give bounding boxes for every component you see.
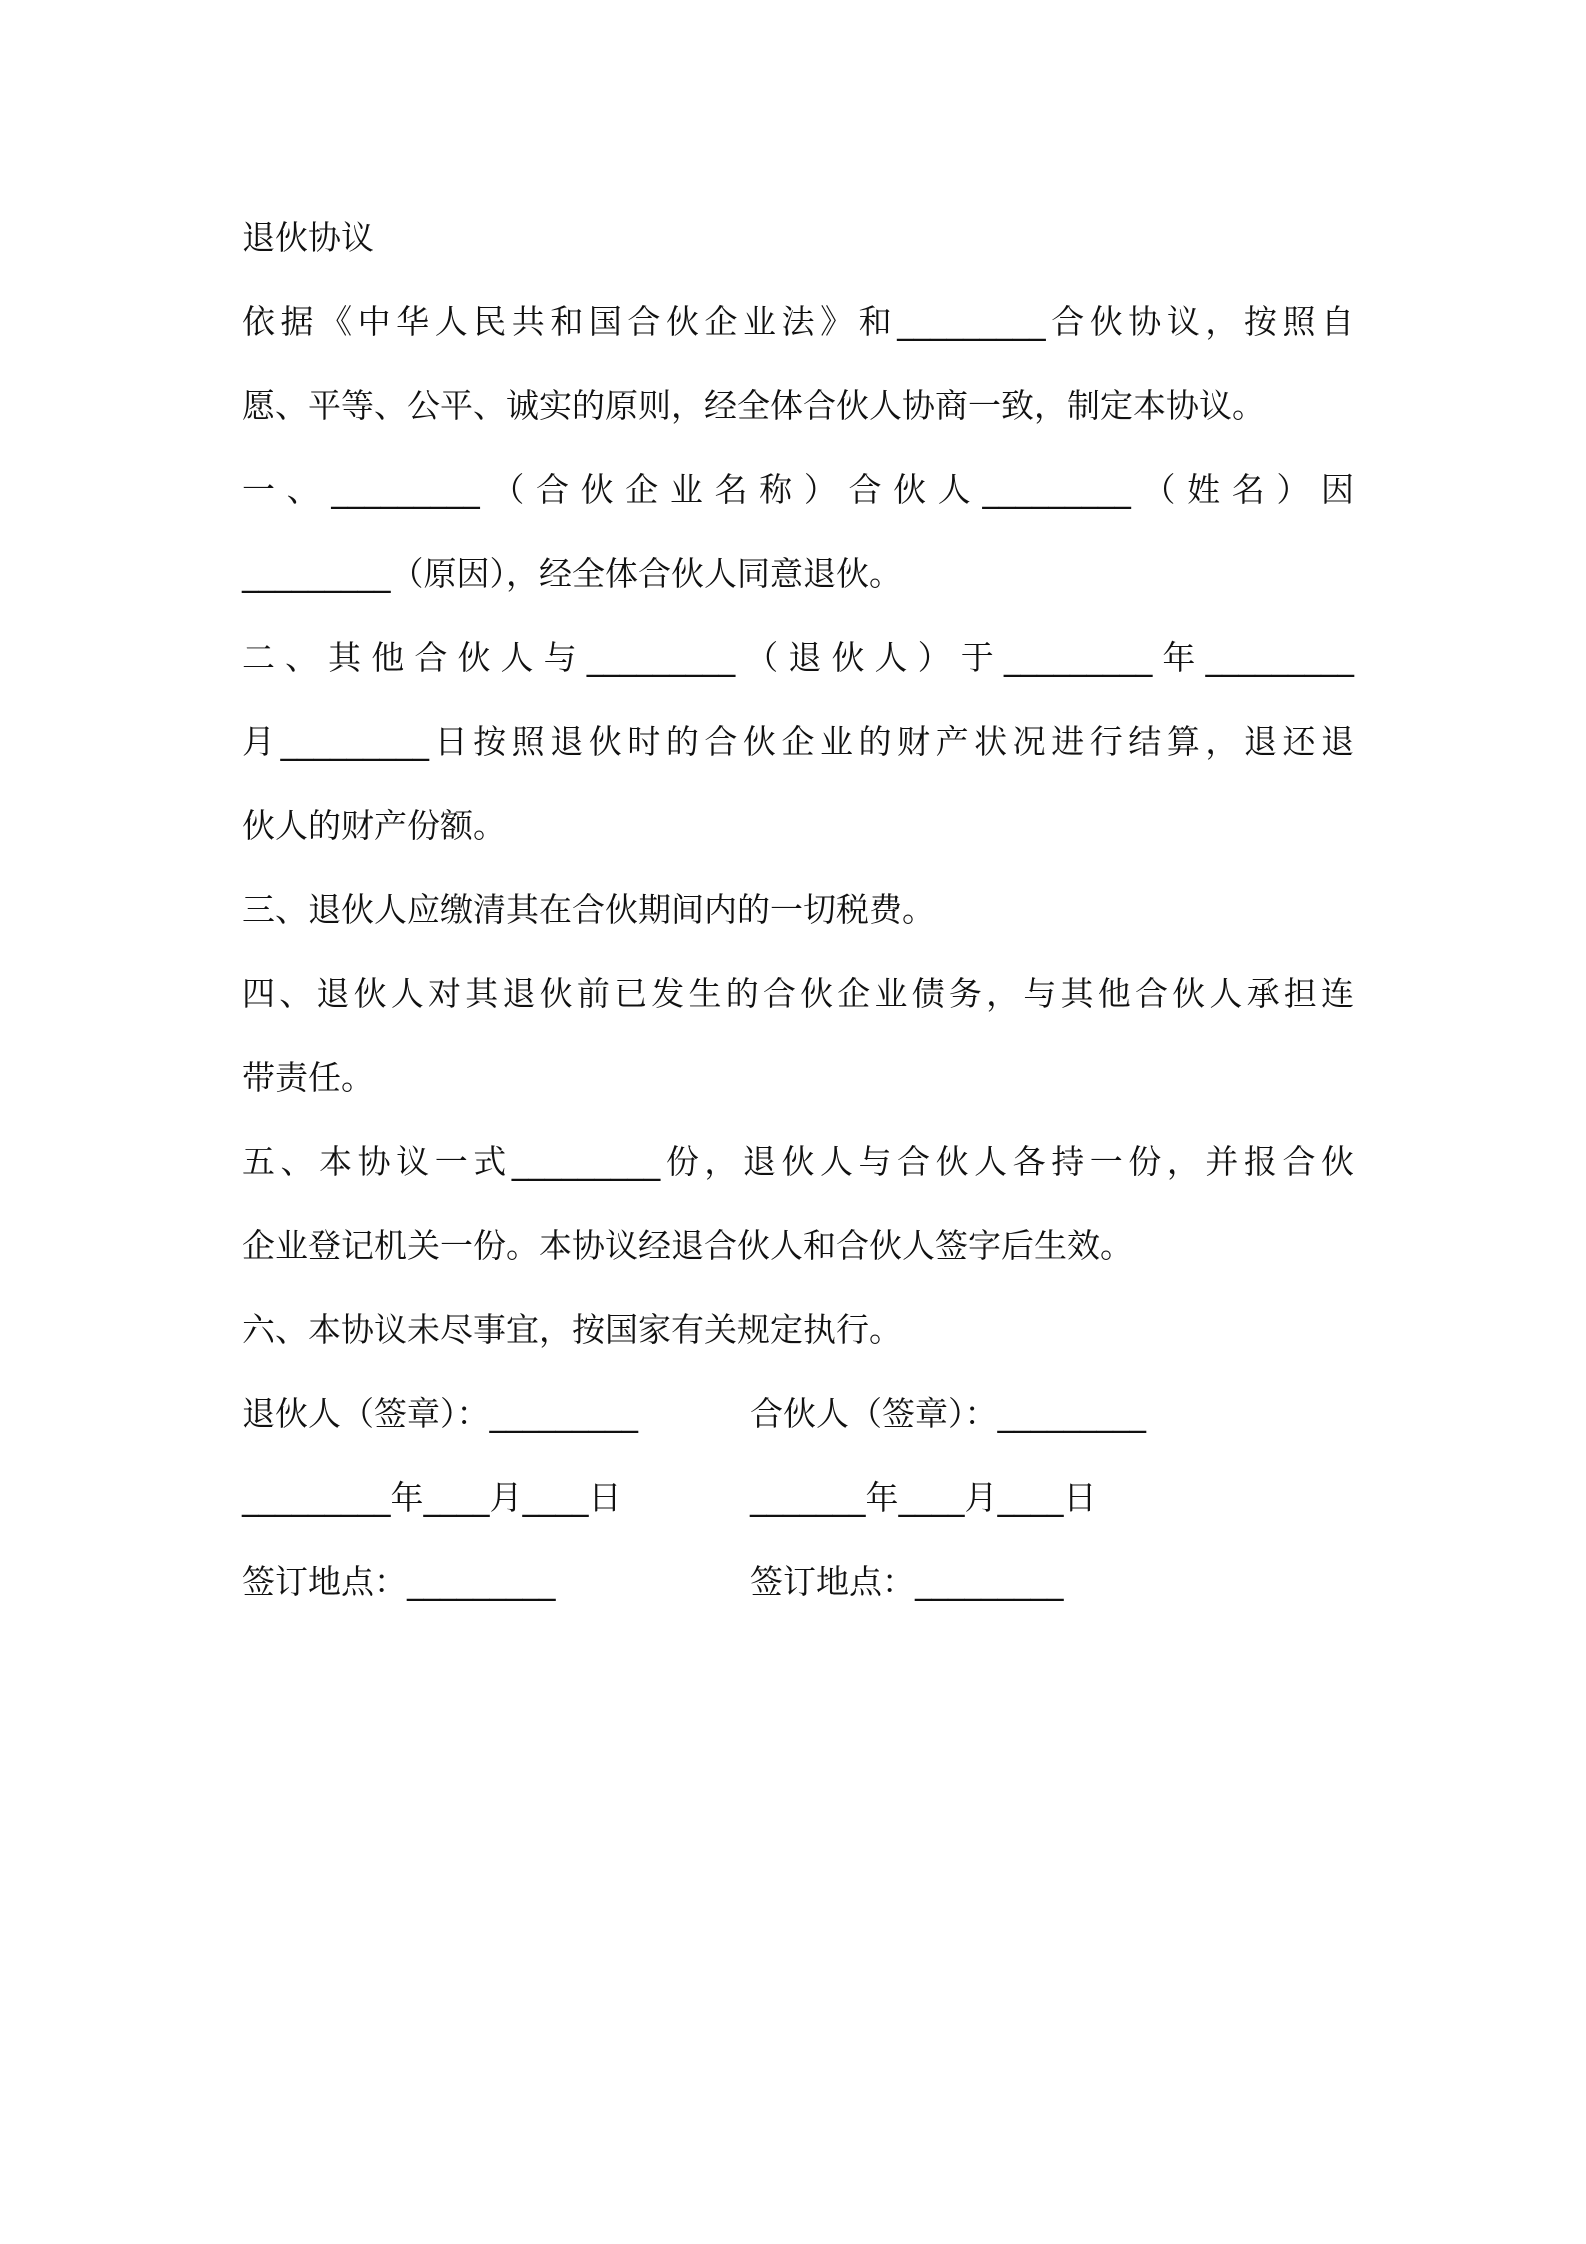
paragraph-intro-line-2: 愿、平等、公平、诚实的原则，经全体合伙人协商一致，制定本协议。: [242, 386, 1265, 425]
clause-3: 三、退伙人应缴清其在合伙期间内的一切税费。: [242, 890, 935, 929]
clause-1-line-1: 一、_________（合伙企业名称）合伙人_________（姓名）因: [242, 470, 1354, 509]
signing-place-row: [242, 1540, 1354, 1624]
clause-1-line-2: _________（原因），经全体合伙人同意退伙。: [242, 554, 902, 593]
partner-signing-place: 签订地点：_________: [750, 1562, 1064, 1601]
date-row: [242, 1456, 1354, 1540]
clause-6: 六、本协议未尽事宜，按国家有关规定执行。: [242, 1310, 902, 1349]
signature-row: [242, 1372, 1354, 1456]
clause-2-line-1: 二、其他合伙人与_________（退伙人）于_________年_________: [242, 638, 1354, 677]
clause-2-line-2: 月_________日按照退伙时的合伙企业的财产状况进行结算，退还退: [242, 722, 1354, 761]
partner-date: _______年____月____日: [750, 1478, 1097, 1517]
document-body: [242, 196, 1354, 1624]
withdrawing-partner-signing-place: 签订地点：_________: [242, 1562, 556, 1601]
withdrawing-partner-signature: 退伙人（签章）：_________: [242, 1394, 638, 1433]
clause-5-line-1: 五、本协议一式_________份，退伙人与合伙人各持一份，并报合伙: [242, 1142, 1354, 1181]
clause-4-line-1: 四、退伙人对其退伙前已发生的合伙企业债务，与其他合伙人承担连: [242, 974, 1354, 1013]
clause-5-line-2: 企业登记机关一份。本协议经退合伙人和合伙人签字后生效。: [242, 1226, 1133, 1265]
paragraph-intro-line-1: 依据《中华人民共和国合伙企业法》和_________合伙协议，按照自: [242, 302, 1354, 341]
document-title: 退伙协议: [242, 218, 374, 257]
clause-4-line-2: 带责任。: [242, 1058, 374, 1097]
clause-2-line-3: 伙人的财产份额。: [242, 806, 506, 845]
partner-signature: 合伙人（签章）：_________: [750, 1394, 1146, 1433]
withdrawing-partner-date: _________年____月____日: [242, 1478, 622, 1517]
